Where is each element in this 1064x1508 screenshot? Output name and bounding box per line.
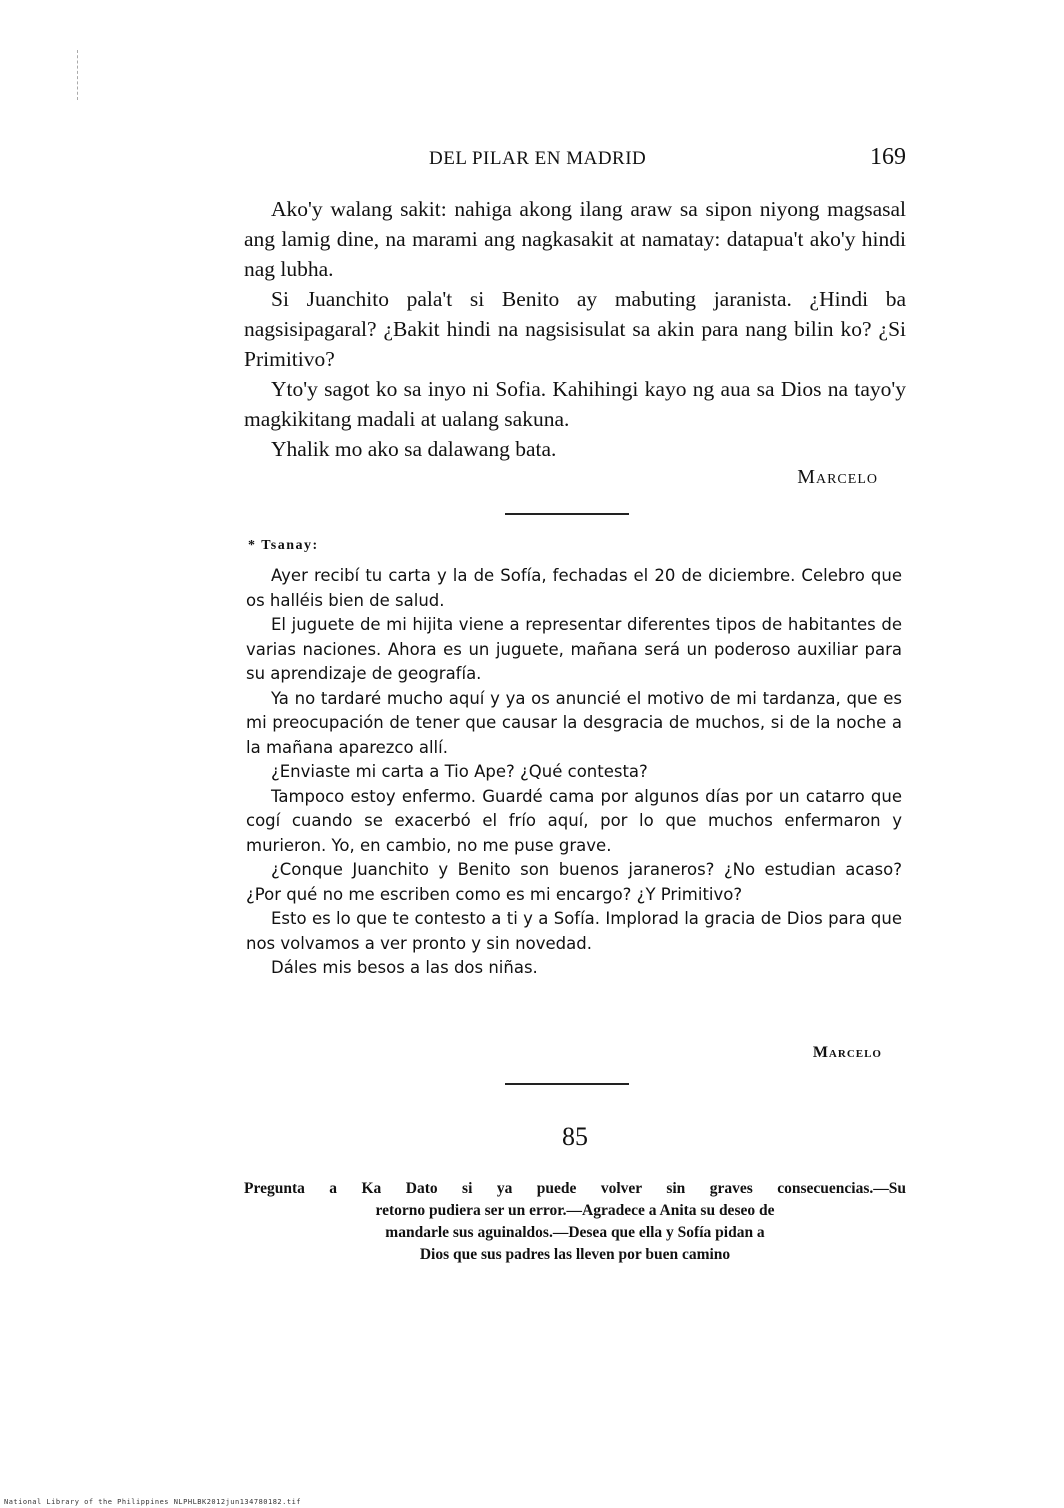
spanish-paragraph: Tampoco estoy enfermo. Guardé cama por algunos días por un catarro que cogí cuando se exacerbó el frío aquí, por lo que muchos enfermaron y murieron. Yo, en cambio, no me puse grave. [246,786,902,855]
tagalog-letter-body [244,194,906,464]
signature-tagalog: Marcelo [797,466,878,488]
signature-spanish: Marcelo [812,1044,882,1061]
summary-line: retorno pudiera ser un error.—Agradece a Anita su deseo de [375,1202,775,1219]
scan-footer-stamp: National Library of the Philippines NLPHLBK2012jun134780182.tif [4,1498,302,1506]
spanish-paragraph: ¿Enviaste mi carta a Tio Ape? ¿Qué contesta? [271,762,648,781]
spanish-paragraph: El juguete de mi hijita viene a representar diferentes tipos de habitantes de varias naciones. Ahora es un juguete, mañana será un poderoso auxiliar para su aprendizaje de geografía. [246,615,902,683]
spanish-paragraph: Ayer recibí tu carta y la de Sofía, fechadas el 20 de diciembre. Celebro que os halléis bien de salud. [246,566,902,610]
section-divider [505,513,629,515]
spanish-paragraph: Esto es lo que te contesto a ti y a Sofía. Implorad la gracia de Dios para que nos volvamos a ver pronto y sin novedad. [246,909,902,953]
letter-summary [244,1178,906,1266]
summary-line: mandarle sus aguinaldos.—Desea que ella y Sofía pidan a [385,1224,765,1241]
section-divider [505,1083,629,1085]
running-head [244,146,906,176]
spanish-paragraph: Dáles mis besos a las dos niñas. [271,958,538,977]
spanish-paragraph: ¿Conque Juanchito y Benito son buenos jaraneros? ¿No estudian acaso? ¿Por qué no me escriben como es mi encargo? ¿Y Primitivo? [246,860,902,904]
tagalog-paragraph: Si Juanchito pala't si Benito ay mabuting jaranista. ¿Hindi ba nagsisipagaral? ¿Bakit hindi na nagsisisulat sa akin para nang bilin ko? ¿Si Primitivo? [244,287,906,371]
letter-number: 85 [562,1122,588,1151]
spanish-paragraph: Ya no tardaré mucho aquí y ya os anuncié el motivo de mi tardanza, que es mi preocupación de tener que causar la desgracia de muchos, si de la noche a la mañana aparezco allí. [246,688,902,757]
page-number: 169 [870,144,906,170]
tagalog-paragraph: Yto'y sagot ko sa inyo ni Sofia. Kahihingi kayo ng aua sa Dios na tayo'y magkikitang madali at ualang sakuna. [244,377,906,431]
tagalog-paragraph: Yhalik mo ako sa dalawang bata. [271,437,557,461]
footnote-heading: * Tsanay: [248,538,319,553]
margin-mark [77,50,80,100]
tagalog-paragraph: Ako'y walang sakit: nahiga akong ilang araw sa sipon niyong magsasal ang lamig dine, na marami ang nagkasakit at namatay: datapua't ako'y hindi nag lubha. [244,197,906,281]
spanish-translation-body [246,564,902,981]
summary-line: Pregunta a Ka Dato si ya puede volver sin graves consecuencias.—Su [244,1180,906,1197]
summary-line: Dios que sus padres las lleven por buen camino [419,1246,731,1263]
running-title: DEL PILAR EN MADRID [429,148,647,169]
